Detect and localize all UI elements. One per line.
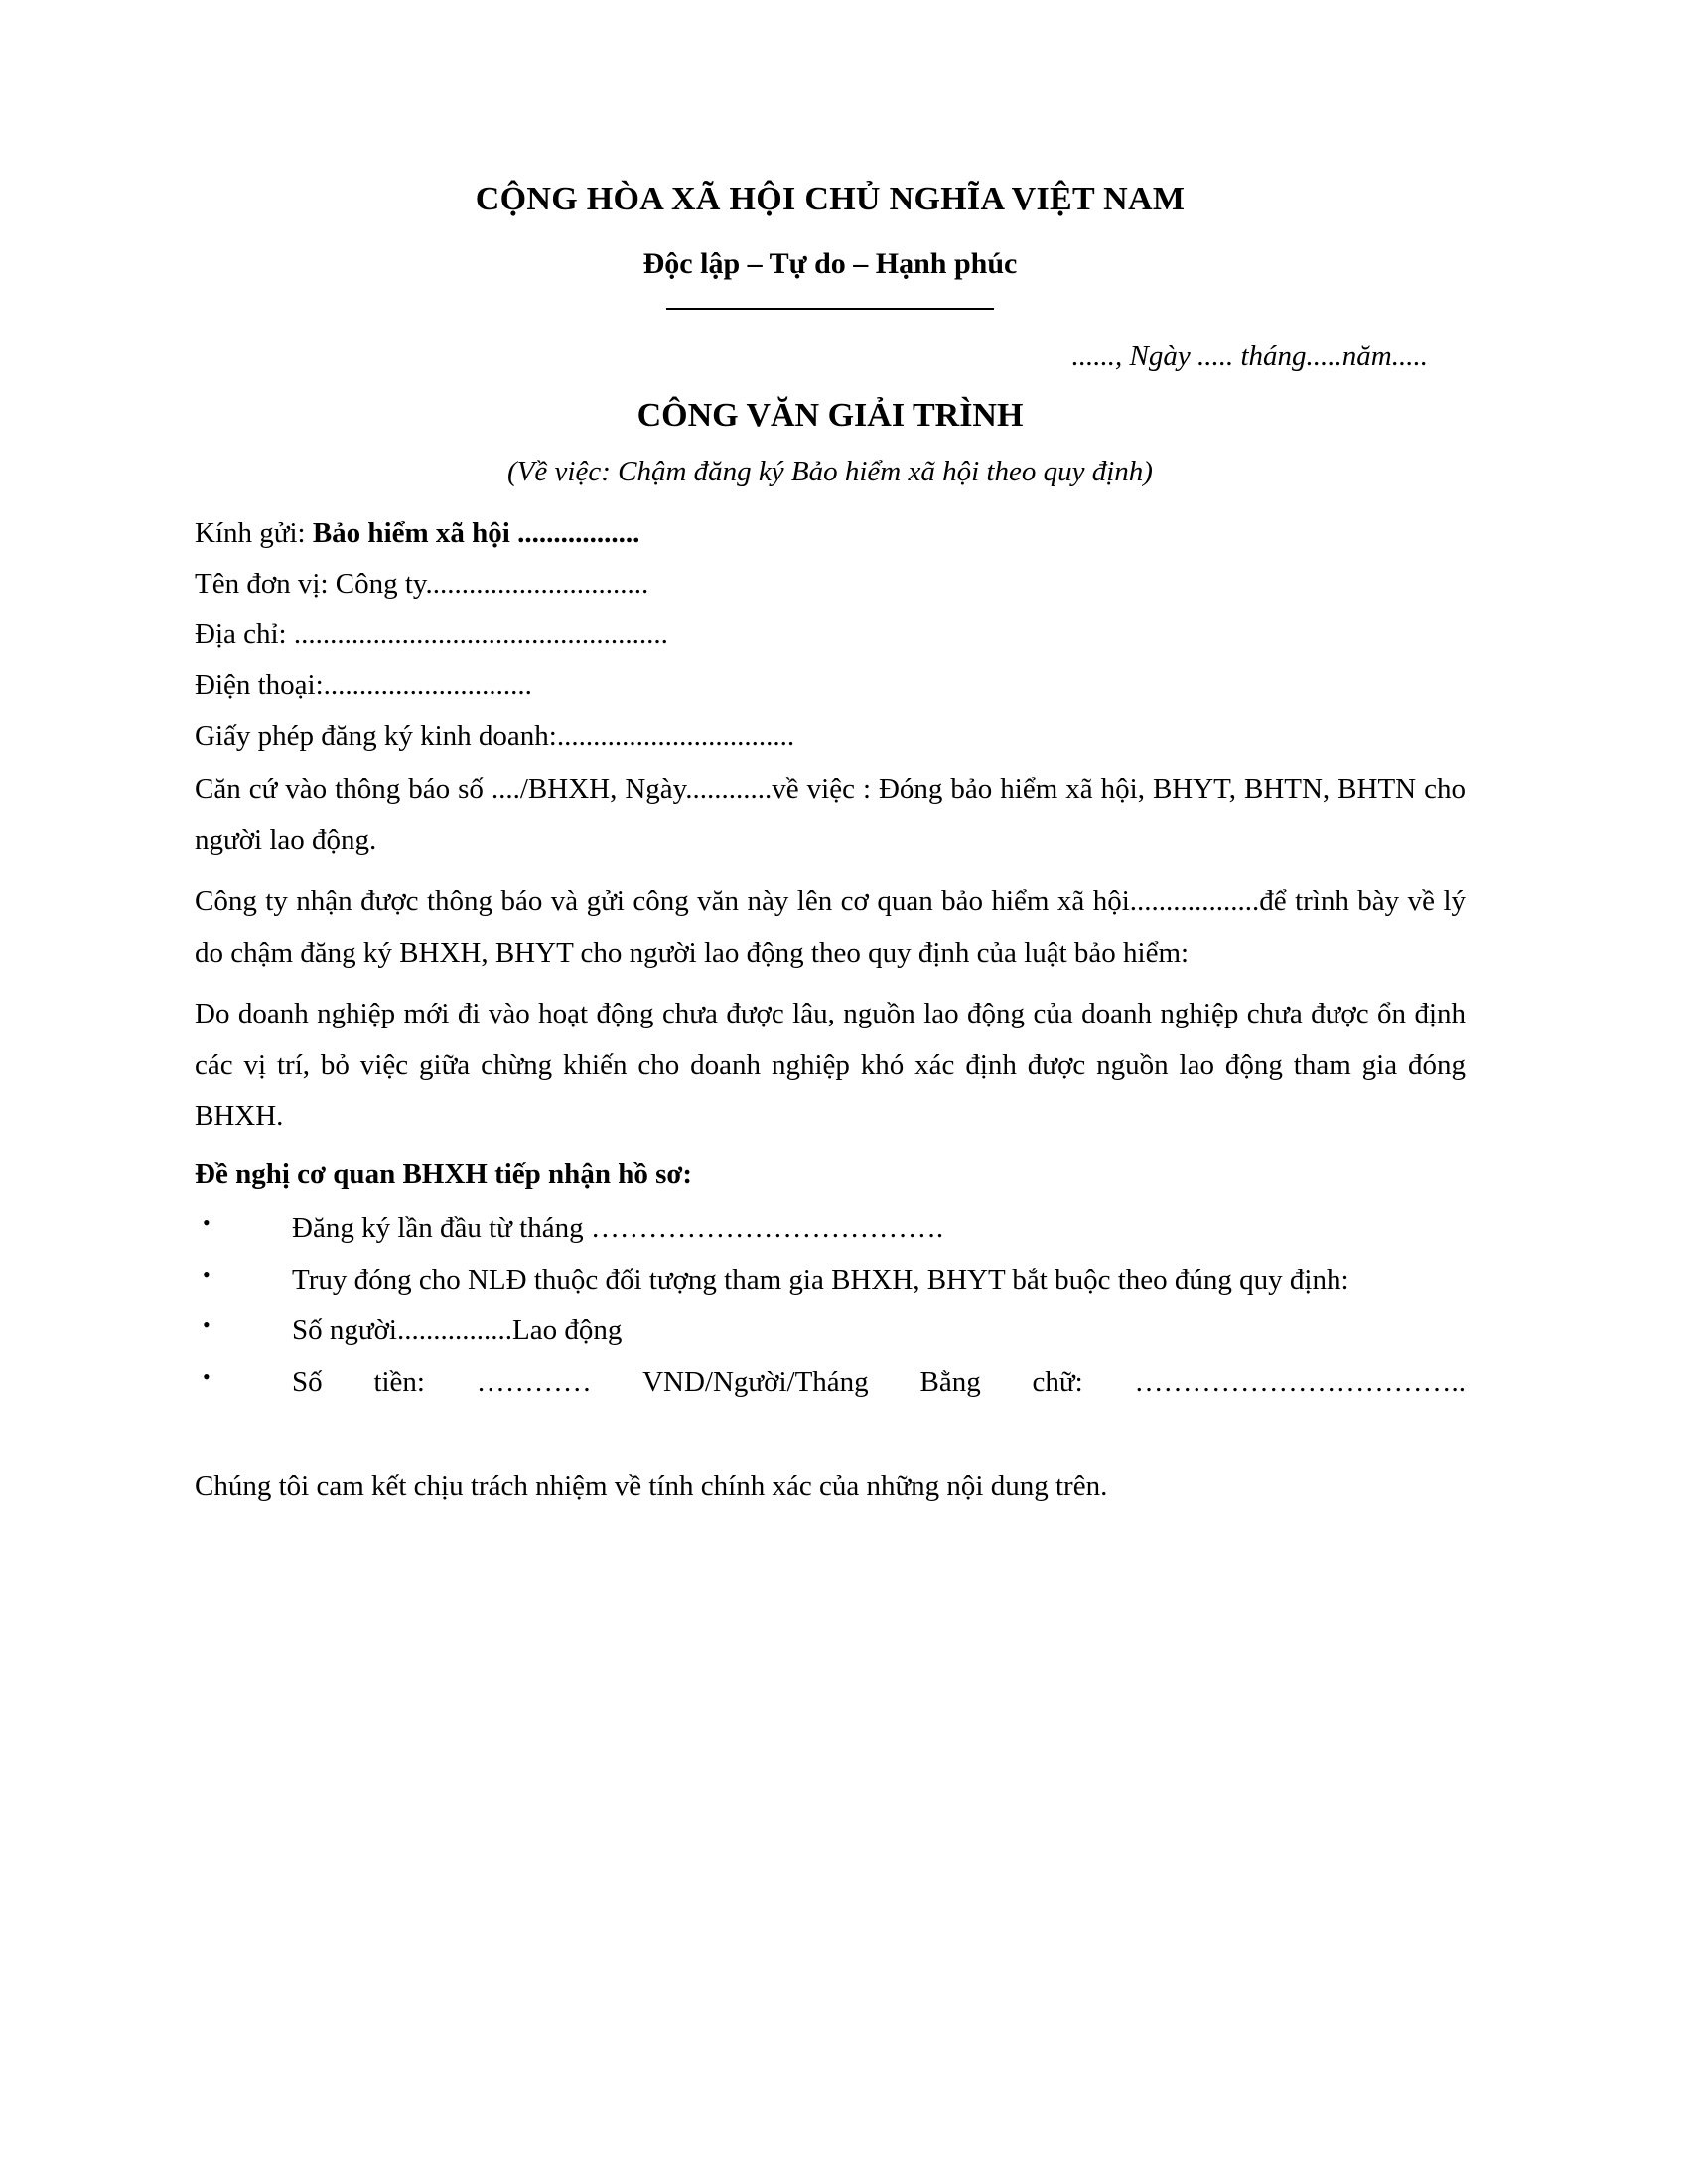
closing-statement: Chúng tôi cam kết chịu trách nhiệm về tính chính xác của những nội dung trên. — [195, 1470, 1108, 1503]
country-name-line: CỘNG HÒA XÃ HỘI CHỦ NGHĨA VIỆT NAM — [475, 181, 1186, 217]
date-line: ......, Ngày ..... tháng.....năm..... — [1071, 341, 1428, 373]
list-item-text: Truy đóng cho NLĐ thuộc đối tượng tham gia BHXH, BHYT bắt buộc theo đúng quy định: — [292, 1263, 1349, 1296]
bullet-dot-icon: • — [203, 1312, 211, 1338]
recipient-label: Kính gửi: — [195, 517, 313, 550]
bullet-dot-icon: • — [203, 1363, 211, 1389]
list-item — [195, 1203, 1466, 1255]
list-item — [195, 1305, 1466, 1357]
paragraph-notice-reference: Căn cứ vào thông báo số ..../BHXH, Ngày............về việc : Đóng bảo hiểm xã hội, BHYT, BHTN, BHTN cho người lao động. — [195, 772, 1466, 857]
paragraph-explanation-intro: Công ty nhận được thông báo và gửi công văn này lên cơ quan bảo hiểm xã hội..................để trình bày về lý do chậm đăng ký BHXH, BHYT cho người lao động theo quy định của luật bảo hiểm: — [195, 885, 1466, 969]
document-body — [195, 511, 1466, 1513]
paragraph-reason: Do doanh nghiệp mới đi vào hoạt động chưa được lâu, nguồn lao động của doanh nghiệp chưa được ổn định các vị trí, bỏ việc giữa chừng khiến cho doanh nghiệp khó xác định được nguồn lao động tham gia đóng BHXH. — [195, 998, 1466, 1133]
page-title: CÔNG VĂN GIẢI TRÌNH — [636, 397, 1024, 435]
recipient-value: Bảo hiểm xã hội ................. — [312, 517, 640, 550]
request-heading-text: Đề nghị cơ quan BHXH tiếp nhận hồ sơ: — [195, 1159, 693, 1191]
field-company-name: Tên đơn vị: Công ty............................... — [195, 568, 649, 601]
list-item-text: Đăng ký lần đầu từ tháng ………………………………. — [292, 1211, 944, 1244]
national-motto-line: Độc lập – Tự do – Hạnh phúc — [642, 247, 1018, 281]
field-phone: Điện thoại:............................. — [195, 668, 532, 701]
document-content — [195, 0, 1466, 1513]
page-subtitle: (Về việc: Chậm đăng ký Bảo hiểm xã hội theo quy định) — [507, 456, 1153, 488]
national-header — [195, 181, 1466, 310]
field-address: Địa chỉ: .................................................... — [195, 617, 668, 650]
list-item-text: Số tiền: ………… VND/Người/Tháng Bằng chữ: …………………………….. — [292, 1365, 1466, 1398]
list-item — [195, 1357, 1466, 1459]
list-item-text: Số người................Lao động — [292, 1314, 623, 1347]
horizontal-divider — [666, 308, 994, 310]
list-item — [195, 1255, 1466, 1306]
field-business-license: Giấy phép đăng ký kinh doanh:................................. — [195, 719, 795, 751]
bullet-dot-icon: • — [203, 1261, 211, 1287]
motto-divider-wrap — [195, 308, 1466, 310]
bullet-dot-icon: • — [203, 1209, 211, 1235]
request-bullet-list — [195, 1203, 1466, 1459]
request-heading — [195, 1153, 1466, 1197]
recipient-line — [195, 511, 1466, 556]
